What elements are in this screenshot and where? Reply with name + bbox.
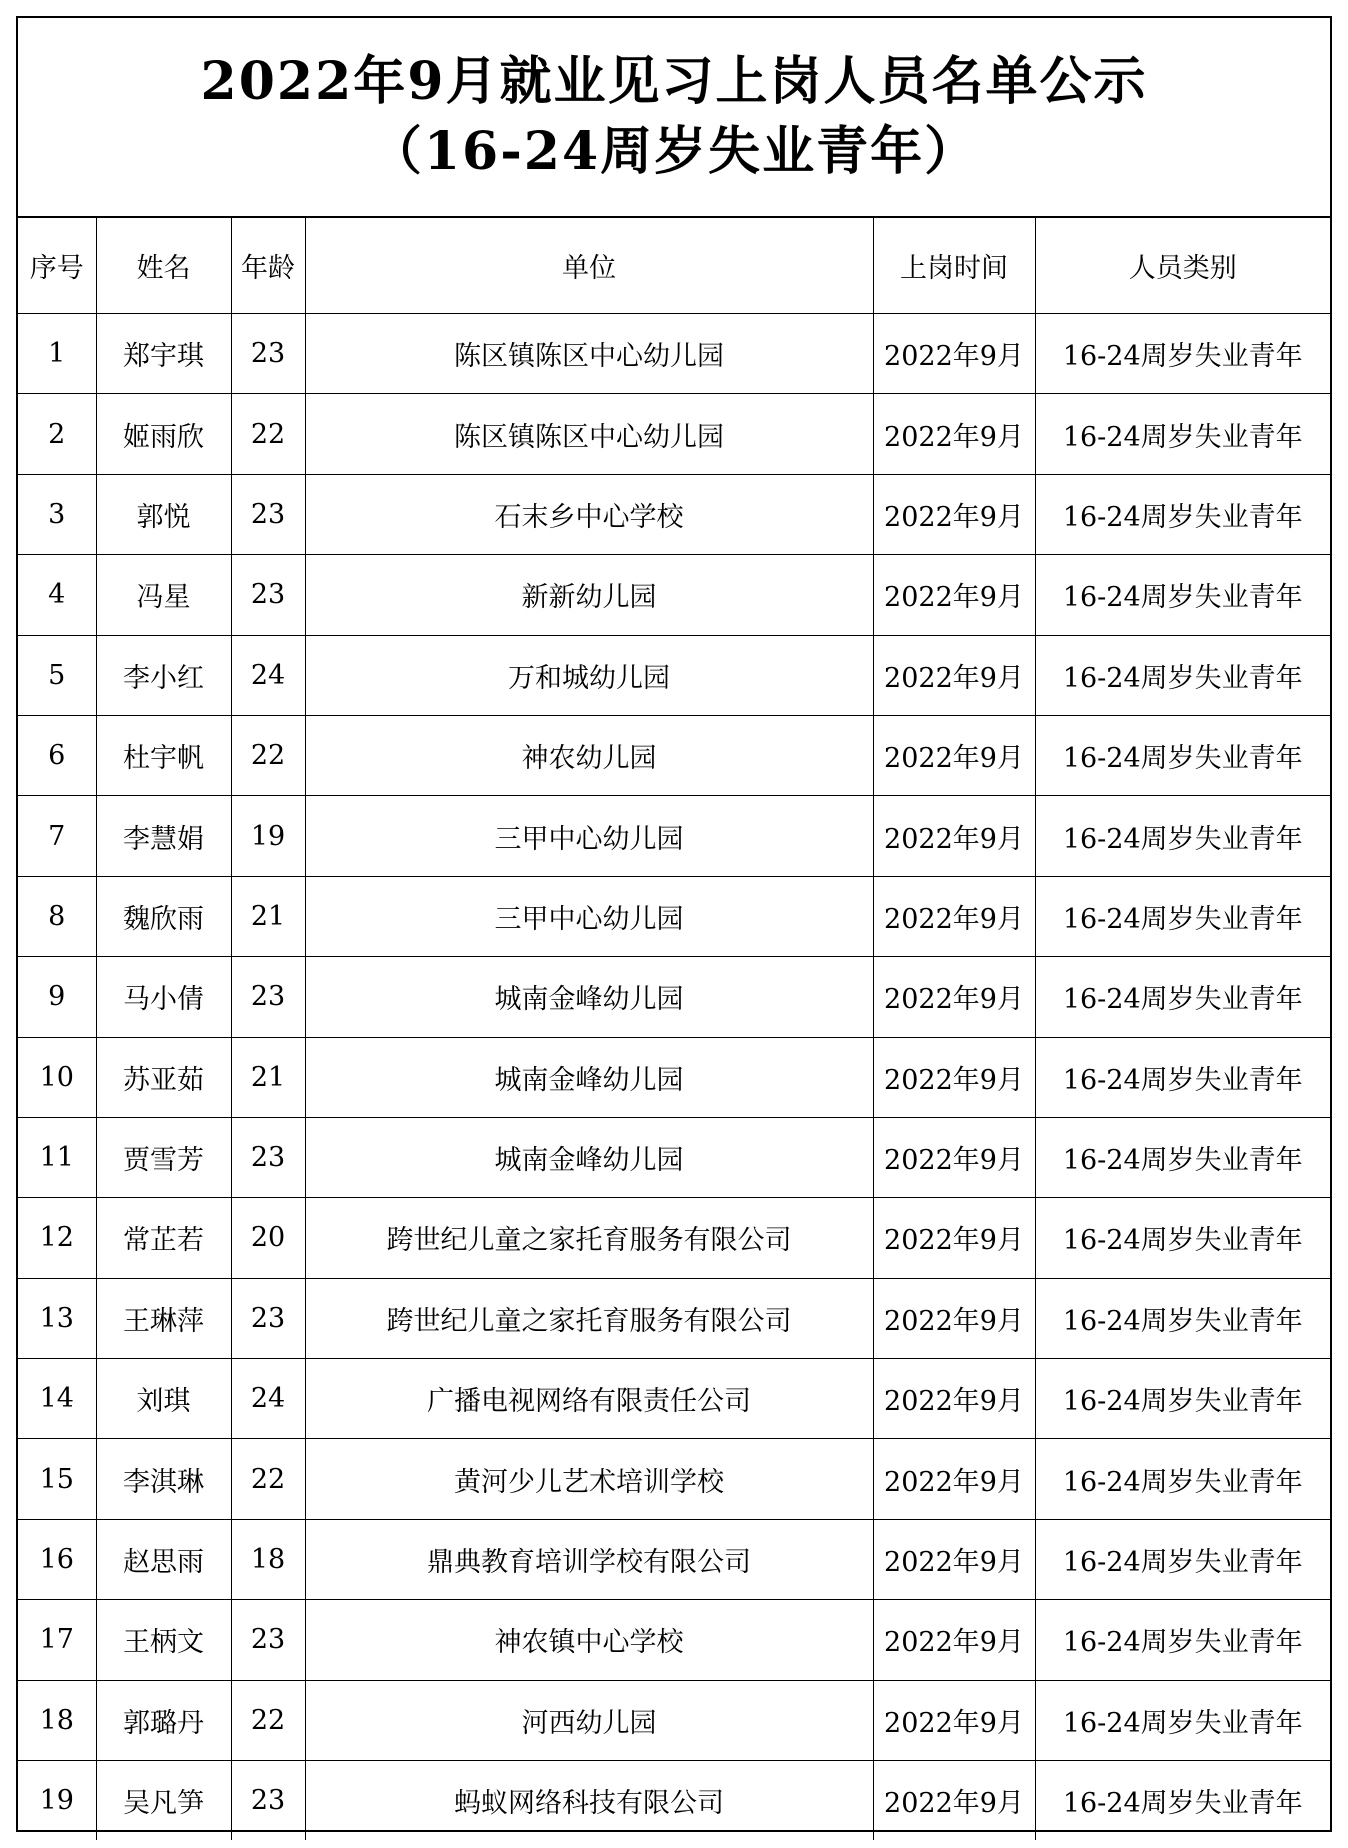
roster-table [18, 218, 1330, 1840]
cell-age: 23 [231, 1761, 305, 1841]
cell-start-date: 2022年9月 [873, 796, 1035, 876]
title-block [18, 18, 1330, 218]
cell-index: 3 [18, 474, 96, 554]
cell-start-date: 2022年9月 [873, 876, 1035, 956]
cell-start-date: 2022年9月 [873, 314, 1035, 394]
header-employer: 单位 [305, 218, 873, 314]
header-age: 年龄 [231, 218, 305, 314]
cell-age: 23 [231, 1117, 305, 1197]
cell-category: 16-24周岁失业青年 [1035, 635, 1330, 715]
cell-start-date: 2022年9月 [873, 1680, 1035, 1760]
cell-employer: 三甲中心幼儿园 [305, 796, 873, 876]
cell-age: 23 [231, 957, 305, 1037]
cell-age: 23 [231, 555, 305, 635]
cell-start-date: 2022年9月 [873, 1761, 1035, 1841]
cell-category: 16-24周岁失业青年 [1035, 1278, 1330, 1358]
cell-category: 16-24周岁失业青年 [1035, 1117, 1330, 1197]
cell-category: 16-24周岁失业青年 [1035, 394, 1330, 474]
cell-index: 18 [18, 1680, 96, 1760]
cell-name: 马小倩 [96, 957, 231, 1037]
cell-name: 李小红 [96, 635, 231, 715]
cell-category: 16-24周岁失业青年 [1035, 314, 1330, 394]
cell-start-date: 2022年9月 [873, 1519, 1035, 1599]
cell-age: 22 [231, 715, 305, 795]
cell-age: 23 [231, 1278, 305, 1358]
cell-index: 2 [18, 394, 96, 474]
cell-start-date: 2022年9月 [873, 1037, 1035, 1117]
cell-category: 16-24周岁失业青年 [1035, 1037, 1330, 1117]
page-title: 2022年9月就业见习上岗人员名单公示 [200, 51, 1148, 112]
cell-name: 李慧娟 [96, 796, 231, 876]
cell-category: 16-24周岁失业青年 [1035, 1439, 1330, 1519]
header-start-date: 上岗时间 [873, 218, 1035, 314]
table-row [18, 796, 1330, 876]
cell-start-date: 2022年9月 [873, 957, 1035, 1037]
cell-employer: 跨世纪儿童之家托育服务有限公司 [305, 1278, 873, 1358]
cell-index: 5 [18, 635, 96, 715]
cell-employer: 城南金峰幼儿园 [305, 1037, 873, 1117]
cell-name: 吴凡笋 [96, 1761, 231, 1841]
table-row [18, 314, 1330, 394]
cell-index: 15 [18, 1439, 96, 1519]
cell-start-date: 2022年9月 [873, 715, 1035, 795]
cell-category: 16-24周岁失业青年 [1035, 715, 1330, 795]
table-row [18, 1359, 1330, 1439]
table-row [18, 1761, 1330, 1841]
table-row [18, 1198, 1330, 1278]
cell-index: 16 [18, 1519, 96, 1599]
cell-employer: 新新幼儿园 [305, 555, 873, 635]
cell-index: 14 [18, 1359, 96, 1439]
cell-index: 10 [18, 1037, 96, 1117]
cell-category: 16-24周岁失业青年 [1035, 1600, 1330, 1680]
table-row [18, 1680, 1330, 1760]
table-row [18, 474, 1330, 554]
cell-start-date: 2022年9月 [873, 635, 1035, 715]
cell-category: 16-24周岁失业青年 [1035, 1761, 1330, 1841]
cell-name: 郭璐丹 [96, 1680, 231, 1760]
cell-start-date: 2022年9月 [873, 1117, 1035, 1197]
table-row [18, 1117, 1330, 1197]
cell-employer: 广播电视网络有限责任公司 [305, 1359, 873, 1439]
cell-employer: 跨世纪儿童之家托育服务有限公司 [305, 1198, 873, 1278]
cell-name: 常芷若 [96, 1198, 231, 1278]
cell-employer: 城南金峰幼儿园 [305, 957, 873, 1037]
cell-name: 赵思雨 [96, 1519, 231, 1599]
cell-index: 11 [18, 1117, 96, 1197]
cell-name: 杜宇帆 [96, 715, 231, 795]
table-row [18, 1439, 1330, 1519]
cell-category: 16-24周岁失业青年 [1035, 796, 1330, 876]
cell-name: 李淇琳 [96, 1439, 231, 1519]
cell-category: 16-24周岁失业青年 [1035, 1359, 1330, 1439]
cell-name: 王琳萍 [96, 1278, 231, 1358]
cell-start-date: 2022年9月 [873, 394, 1035, 474]
cell-employer: 河西幼儿园 [305, 1680, 873, 1760]
cell-index: 7 [18, 796, 96, 876]
cell-name: 王柄文 [96, 1600, 231, 1680]
cell-age: 23 [231, 314, 305, 394]
cell-start-date: 2022年9月 [873, 474, 1035, 554]
cell-name: 姬雨欣 [96, 394, 231, 474]
table-row [18, 394, 1330, 474]
cell-name: 冯星 [96, 555, 231, 635]
page-subtitle: （16-24周岁失业青年） [369, 121, 979, 182]
header-category: 人员类别 [1035, 218, 1330, 314]
table-row [18, 1037, 1330, 1117]
cell-index: 13 [18, 1278, 96, 1358]
table-body [18, 314, 1330, 1841]
cell-name: 郭悦 [96, 474, 231, 554]
header-index: 序号 [18, 218, 96, 314]
cell-name: 苏亚茹 [96, 1037, 231, 1117]
cell-age: 24 [231, 1359, 305, 1439]
cell-age: 21 [231, 876, 305, 956]
cell-name: 郑宇琪 [96, 314, 231, 394]
cell-age: 23 [231, 1600, 305, 1680]
cell-employer: 神农镇中心学校 [305, 1600, 873, 1680]
cell-employer: 万和城幼儿园 [305, 635, 873, 715]
cell-age: 22 [231, 394, 305, 474]
cell-category: 16-24周岁失业青年 [1035, 957, 1330, 1037]
cell-age: 24 [231, 635, 305, 715]
cell-start-date: 2022年9月 [873, 1359, 1035, 1439]
table-header-row [18, 218, 1330, 314]
cell-employer: 石末乡中心学校 [305, 474, 873, 554]
table-row [18, 635, 1330, 715]
table-row [18, 1600, 1330, 1680]
cell-start-date: 2022年9月 [873, 1278, 1035, 1358]
cell-age: 22 [231, 1680, 305, 1760]
cell-category: 16-24周岁失业青年 [1035, 555, 1330, 635]
cell-employer: 城南金峰幼儿园 [305, 1117, 873, 1197]
cell-age: 20 [231, 1198, 305, 1278]
cell-name: 贾雪芳 [96, 1117, 231, 1197]
cell-category: 16-24周岁失业青年 [1035, 876, 1330, 956]
cell-employer: 陈区镇陈区中心幼儿园 [305, 314, 873, 394]
cell-index: 9 [18, 957, 96, 1037]
table-row [18, 1278, 1330, 1358]
cell-index: 12 [18, 1198, 96, 1278]
cell-index: 19 [18, 1761, 96, 1841]
cell-employer: 蚂蚁网络科技有限公司 [305, 1761, 873, 1841]
header-name: 姓名 [96, 218, 231, 314]
document-sheet [16, 16, 1332, 1832]
cell-index: 6 [18, 715, 96, 795]
table-row [18, 957, 1330, 1037]
cell-start-date: 2022年9月 [873, 1600, 1035, 1680]
cell-name: 刘琪 [96, 1359, 231, 1439]
cell-employer: 陈区镇陈区中心幼儿园 [305, 394, 873, 474]
cell-category: 16-24周岁失业青年 [1035, 474, 1330, 554]
cell-index: 8 [18, 876, 96, 956]
cell-index: 1 [18, 314, 96, 394]
cell-age: 19 [231, 796, 305, 876]
cell-index: 4 [18, 555, 96, 635]
cell-start-date: 2022年9月 [873, 1439, 1035, 1519]
cell-age: 18 [231, 1519, 305, 1599]
cell-start-date: 2022年9月 [873, 555, 1035, 635]
cell-age: 22 [231, 1439, 305, 1519]
cell-category: 16-24周岁失业青年 [1035, 1680, 1330, 1760]
cell-employer: 黄河少儿艺术培训学校 [305, 1439, 873, 1519]
table-row [18, 1519, 1330, 1599]
cell-age: 21 [231, 1037, 305, 1117]
cell-index: 17 [18, 1600, 96, 1680]
table-row [18, 715, 1330, 795]
cell-category: 16-24周岁失业青年 [1035, 1198, 1330, 1278]
table-row [18, 555, 1330, 635]
cell-start-date: 2022年9月 [873, 1198, 1035, 1278]
cell-employer: 三甲中心幼儿园 [305, 876, 873, 956]
cell-employer: 神农幼儿园 [305, 715, 873, 795]
cell-age: 23 [231, 474, 305, 554]
cell-employer: 鼎典教育培训学校有限公司 [305, 1519, 873, 1599]
table-row [18, 876, 1330, 956]
cell-category: 16-24周岁失业青年 [1035, 1519, 1330, 1599]
cell-name: 魏欣雨 [96, 876, 231, 956]
